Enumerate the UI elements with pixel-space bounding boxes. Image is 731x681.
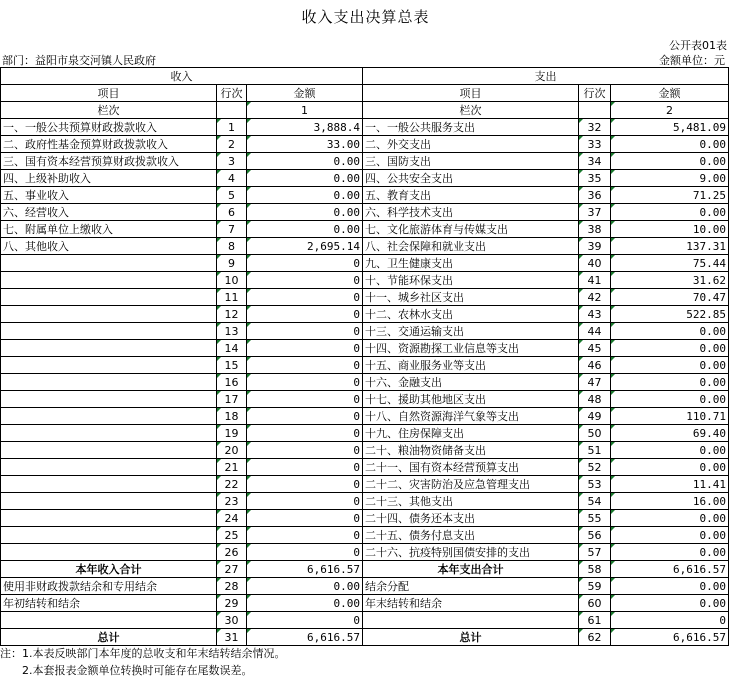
expense-amount: 0.00 <box>611 357 729 374</box>
expense-amount: 70.47 <box>611 289 729 306</box>
expense-line-no: 40 <box>579 255 611 272</box>
footnotes <box>0 645 286 679</box>
expense-line-no: 48 <box>579 391 611 408</box>
table-row <box>1 340 729 357</box>
expense-amount: 10.00 <box>611 221 729 238</box>
income-line-no: 4 <box>217 170 247 187</box>
table-row <box>1 459 729 476</box>
income-line-no: 29 <box>217 595 247 612</box>
income-amount: 0 <box>247 340 363 357</box>
expense-item: 五、教育支出 <box>363 187 579 204</box>
expense-item: 二十一、国有资本经营预算支出 <box>363 459 579 476</box>
income-item-header: 项目 <box>1 85 217 102</box>
expense-line-header: 行次 <box>579 85 611 102</box>
expense-amount: 137.31 <box>611 238 729 255</box>
report-title: 收入支出决算总表 <box>301 8 430 26</box>
table-row <box>1 425 729 442</box>
footnote-1: 注：1.本表反映部门本年度的总收支和年末结转结余情况。 <box>0 647 286 660</box>
expense-item: 六、科学技术支出 <box>363 204 579 221</box>
income-item: 使用非财政拨款结余和专用结余 <box>1 578 217 595</box>
income-item: 六、经营收入 <box>1 204 217 221</box>
expense-grand-total-no: 62 <box>579 629 611 646</box>
expense-amount: 0.00 <box>611 204 729 221</box>
income-line-no: 26 <box>217 544 247 561</box>
expense-item: 十二、农林水支出 <box>363 306 579 323</box>
income-line-no: 16 <box>217 374 247 391</box>
table-row <box>1 391 729 408</box>
expense-line-no: 39 <box>579 238 611 255</box>
income-item: 一、一般公共预算财政拨款收入 <box>1 119 217 136</box>
expense-amount: 0.00 <box>611 153 729 170</box>
income-item <box>1 459 217 476</box>
expense-item: 二、外交支出 <box>363 136 579 153</box>
income-col-label: 栏次 <box>1 102 217 119</box>
table-row <box>1 510 729 527</box>
expense-line-no: 60 <box>579 595 611 612</box>
expense-line-no: 42 <box>579 289 611 306</box>
income-line-no: 2 <box>217 136 247 153</box>
income-line-no: 6 <box>217 204 247 221</box>
table-row <box>1 187 729 204</box>
income-section-header: 收入 <box>1 68 363 85</box>
income-amount: 0.00 <box>247 595 363 612</box>
expense-line-no: 56 <box>579 527 611 544</box>
income-line-header: 行次 <box>217 85 247 102</box>
expense-item: 年末结转和结余 <box>363 595 579 612</box>
income-line-no: 14 <box>217 340 247 357</box>
income-line-no: 5 <box>217 187 247 204</box>
expense-amount: 0 <box>611 612 729 629</box>
expense-year-total-no: 58 <box>579 561 611 578</box>
expense-line-no: 51 <box>579 442 611 459</box>
income-amount: 0 <box>247 425 363 442</box>
expense-item-header: 项目 <box>363 85 579 102</box>
expense-line-no: 33 <box>579 136 611 153</box>
expense-item: 三、国防支出 <box>363 153 579 170</box>
income-amount: 0 <box>247 408 363 425</box>
income-line-no: 15 <box>217 357 247 374</box>
income-amount: 0 <box>247 391 363 408</box>
income-line-no: 22 <box>217 476 247 493</box>
expense-amount: 110.71 <box>611 408 729 425</box>
expense-item: 十、节能环保支出 <box>363 272 579 289</box>
income-amount: 0 <box>247 255 363 272</box>
table-row <box>1 544 729 561</box>
table-row <box>1 272 729 289</box>
table-row <box>1 442 729 459</box>
income-amount: 0 <box>247 289 363 306</box>
expense-amount: 71.25 <box>611 187 729 204</box>
form-number: 公开表01表 <box>669 39 727 52</box>
expense-item: 二十五、债务付息支出 <box>363 527 579 544</box>
expense-line-no: 59 <box>579 578 611 595</box>
income-line-no: 23 <box>217 493 247 510</box>
income-amount: 0 <box>247 272 363 289</box>
income-item <box>1 493 217 510</box>
expense-amount: 0.00 <box>611 136 729 153</box>
table-row <box>1 289 729 306</box>
balance-row <box>1 595 729 612</box>
expense-year-total-label: 本年支出合计 <box>363 561 579 578</box>
expense-amount-header: 金额 <box>611 85 729 102</box>
balance-row <box>1 578 729 595</box>
table-row <box>1 357 729 374</box>
expense-line-no: 43 <box>579 306 611 323</box>
expense-item <box>363 612 579 629</box>
income-amount: 0 <box>247 374 363 391</box>
expense-line-no: 34 <box>579 153 611 170</box>
expense-line-no: 49 <box>579 408 611 425</box>
income-item <box>1 357 217 374</box>
income-item <box>1 323 217 340</box>
expense-line-no: 44 <box>579 323 611 340</box>
income-amount: 0.00 <box>247 170 363 187</box>
expense-item: 十九、住房保障支出 <box>363 425 579 442</box>
expense-col-index: 2 <box>611 102 729 119</box>
income-grand-total-label: 总计 <box>1 629 217 646</box>
expense-amount: 0.00 <box>611 595 729 612</box>
column-index-row <box>1 102 729 119</box>
expense-amount: 0.00 <box>611 544 729 561</box>
expense-grand-total-label: 总计 <box>363 629 579 646</box>
grand-total-row <box>1 629 729 646</box>
income-item <box>1 289 217 306</box>
expense-line-no: 54 <box>579 493 611 510</box>
income-amount: 0.00 <box>247 187 363 204</box>
expense-item: 二十二、灾害防治及应急管理支出 <box>363 476 579 493</box>
income-line-no: 10 <box>217 272 247 289</box>
currency-unit: 金额单位：元 <box>659 54 725 67</box>
expense-item: 四、公共安全支出 <box>363 170 579 187</box>
expense-line-no: 38 <box>579 221 611 238</box>
table-row <box>1 204 729 221</box>
income-amount: 2,695.14 <box>247 238 363 255</box>
income-line-no: 17 <box>217 391 247 408</box>
expense-item: 十一、城乡社区支出 <box>363 289 579 306</box>
expense-amount: 11.41 <box>611 476 729 493</box>
income-item <box>1 510 217 527</box>
table-row <box>1 306 729 323</box>
income-amount: 0 <box>247 306 363 323</box>
income-amount: 3,888.4 <box>247 119 363 136</box>
footnote-2: 2.本套报表金额单位转换时可能存在尾数误差。 <box>0 664 253 677</box>
expense-line-no: 36 <box>579 187 611 204</box>
expense-item: 结余分配 <box>363 578 579 595</box>
expense-line-no: 37 <box>579 204 611 221</box>
income-amount: 0 <box>247 612 363 629</box>
income-expense-table <box>0 67 729 646</box>
expense-amount: 0.00 <box>611 391 729 408</box>
table-row <box>1 170 729 187</box>
income-item <box>1 544 217 561</box>
table-row <box>1 136 729 153</box>
income-amount: 33.00 <box>247 136 363 153</box>
income-amount: 0 <box>247 323 363 340</box>
expense-item: 十六、金融支出 <box>363 374 579 391</box>
expense-line-no: 52 <box>579 459 611 476</box>
expense-amount: 69.40 <box>611 425 729 442</box>
expense-item: 十八、自然资源海洋气象等支出 <box>363 408 579 425</box>
income-item <box>1 255 217 272</box>
expense-amount: 0.00 <box>611 323 729 340</box>
income-amount: 0 <box>247 510 363 527</box>
expense-line-no: 32 <box>579 119 611 136</box>
income-amount: 0 <box>247 476 363 493</box>
expense-item: 九、卫生健康支出 <box>363 255 579 272</box>
expense-year-total-amount: 6,616.57 <box>611 561 729 578</box>
income-line-no: 21 <box>217 459 247 476</box>
department-label: 部门：益阳市泉交河镇人民政府 <box>2 54 156 67</box>
table-row <box>1 119 729 136</box>
expense-amount: 0.00 <box>611 340 729 357</box>
income-item <box>1 425 217 442</box>
income-amount: 0 <box>247 357 363 374</box>
expense-item: 十七、援助其他地区支出 <box>363 391 579 408</box>
income-item <box>1 527 217 544</box>
expense-line-no: 47 <box>579 374 611 391</box>
expense-amount: 5,481.09 <box>611 119 729 136</box>
expense-line-no: 55 <box>579 510 611 527</box>
income-amount: 0 <box>247 459 363 476</box>
table-row <box>1 527 729 544</box>
column-header-row <box>1 85 729 102</box>
income-item <box>1 340 217 357</box>
table-row <box>1 408 729 425</box>
section-header-row <box>1 68 729 85</box>
income-line-no: 12 <box>217 306 247 323</box>
expense-item: 八、社会保障和就业支出 <box>363 238 579 255</box>
income-item <box>1 391 217 408</box>
income-line-no: 13 <box>217 323 247 340</box>
expense-amount: 522.85 <box>611 306 729 323</box>
table-row <box>1 255 729 272</box>
income-item: 二、政府性基金预算财政拨款收入 <box>1 136 217 153</box>
expense-amount: 0.00 <box>611 442 729 459</box>
income-line-no: 11 <box>217 289 247 306</box>
income-item <box>1 612 217 629</box>
income-line-no: 25 <box>217 527 247 544</box>
expense-grand-total-amount: 6,616.57 <box>611 629 729 646</box>
income-grand-total-no: 31 <box>217 629 247 646</box>
income-line-no: 9 <box>217 255 247 272</box>
income-item: 五、事业收入 <box>1 187 217 204</box>
expense-amount: 16.00 <box>611 493 729 510</box>
income-grand-total-amount: 6,616.57 <box>247 629 363 646</box>
income-line-no: 1 <box>217 119 247 136</box>
income-amount: 0.00 <box>247 153 363 170</box>
expense-item: 十四、资源勘探工业信息等支出 <box>363 340 579 357</box>
income-line-no: 7 <box>217 221 247 238</box>
income-item <box>1 374 217 391</box>
income-amount-header: 金额 <box>247 85 363 102</box>
table-row <box>1 493 729 510</box>
expense-item: 二十六、抗疫特别国债安排的支出 <box>363 544 579 561</box>
income-line-no: 28 <box>217 578 247 595</box>
table-row <box>1 153 729 170</box>
income-amount: 0 <box>247 493 363 510</box>
table-row <box>1 238 729 255</box>
income-line-no: 3 <box>217 153 247 170</box>
income-item <box>1 442 217 459</box>
income-item <box>1 306 217 323</box>
expense-line-no: 41 <box>579 272 611 289</box>
income-amount: 0.00 <box>247 204 363 221</box>
income-line-no: 8 <box>217 238 247 255</box>
expense-amount: 0.00 <box>611 510 729 527</box>
table-row <box>1 374 729 391</box>
expense-amount: 0.00 <box>611 459 729 476</box>
income-item <box>1 476 217 493</box>
expense-amount: 9.00 <box>611 170 729 187</box>
expense-item: 七、文化旅游体育与传媒支出 <box>363 221 579 238</box>
income-year-total-label: 本年收入合计 <box>1 561 217 578</box>
expense-item: 二十三、其他支出 <box>363 493 579 510</box>
expense-amount: 75.44 <box>611 255 729 272</box>
expense-col-label: 栏次 <box>363 102 579 119</box>
expense-section-header: 支出 <box>363 68 729 85</box>
expense-amount: 31.62 <box>611 272 729 289</box>
income-amount: 0.00 <box>247 578 363 595</box>
expense-line-no: 46 <box>579 357 611 374</box>
expense-item: 二十、粮油物资储备支出 <box>363 442 579 459</box>
income-item: 四、上级补助收入 <box>1 170 217 187</box>
income-col-index: 1 <box>247 102 363 119</box>
income-item <box>1 408 217 425</box>
income-item: 八、其他收入 <box>1 238 217 255</box>
income-line-no: 18 <box>217 408 247 425</box>
income-amount: 0 <box>247 544 363 561</box>
income-line-no: 24 <box>217 510 247 527</box>
expense-line-no: 35 <box>579 170 611 187</box>
income-line-no: 20 <box>217 442 247 459</box>
income-amount: 0 <box>247 527 363 544</box>
expense-line-no: 45 <box>579 340 611 357</box>
expense-item: 十三、交通运输支出 <box>363 323 579 340</box>
expense-amount: 0.00 <box>611 578 729 595</box>
table-row <box>1 323 729 340</box>
expense-item: 一、一般公共服务支出 <box>363 119 579 136</box>
income-item: 年初结转和结余 <box>1 595 217 612</box>
expense-line-no: 61 <box>579 612 611 629</box>
income-amount: 0.00 <box>247 221 363 238</box>
income-year-total-amount: 6,616.57 <box>247 561 363 578</box>
balance-row <box>1 612 729 629</box>
expense-line-no: 50 <box>579 425 611 442</box>
income-item: 七、附属单位上缴收入 <box>1 221 217 238</box>
expense-line-no: 53 <box>579 476 611 493</box>
year-total-row <box>1 561 729 578</box>
table-row <box>1 476 729 493</box>
income-year-total-no: 27 <box>217 561 247 578</box>
table-row <box>1 221 729 238</box>
expense-item: 十五、商业服务业等支出 <box>363 357 579 374</box>
income-item <box>1 272 217 289</box>
expense-line-no: 57 <box>579 544 611 561</box>
expense-amount: 0.00 <box>611 527 729 544</box>
income-amount: 0 <box>247 442 363 459</box>
income-item: 三、国有资本经营预算财政拨款收入 <box>1 153 217 170</box>
income-line-no: 19 <box>217 425 247 442</box>
expense-item: 二十四、债务还本支出 <box>363 510 579 527</box>
income-line-no: 30 <box>217 612 247 629</box>
expense-amount: 0.00 <box>611 374 729 391</box>
